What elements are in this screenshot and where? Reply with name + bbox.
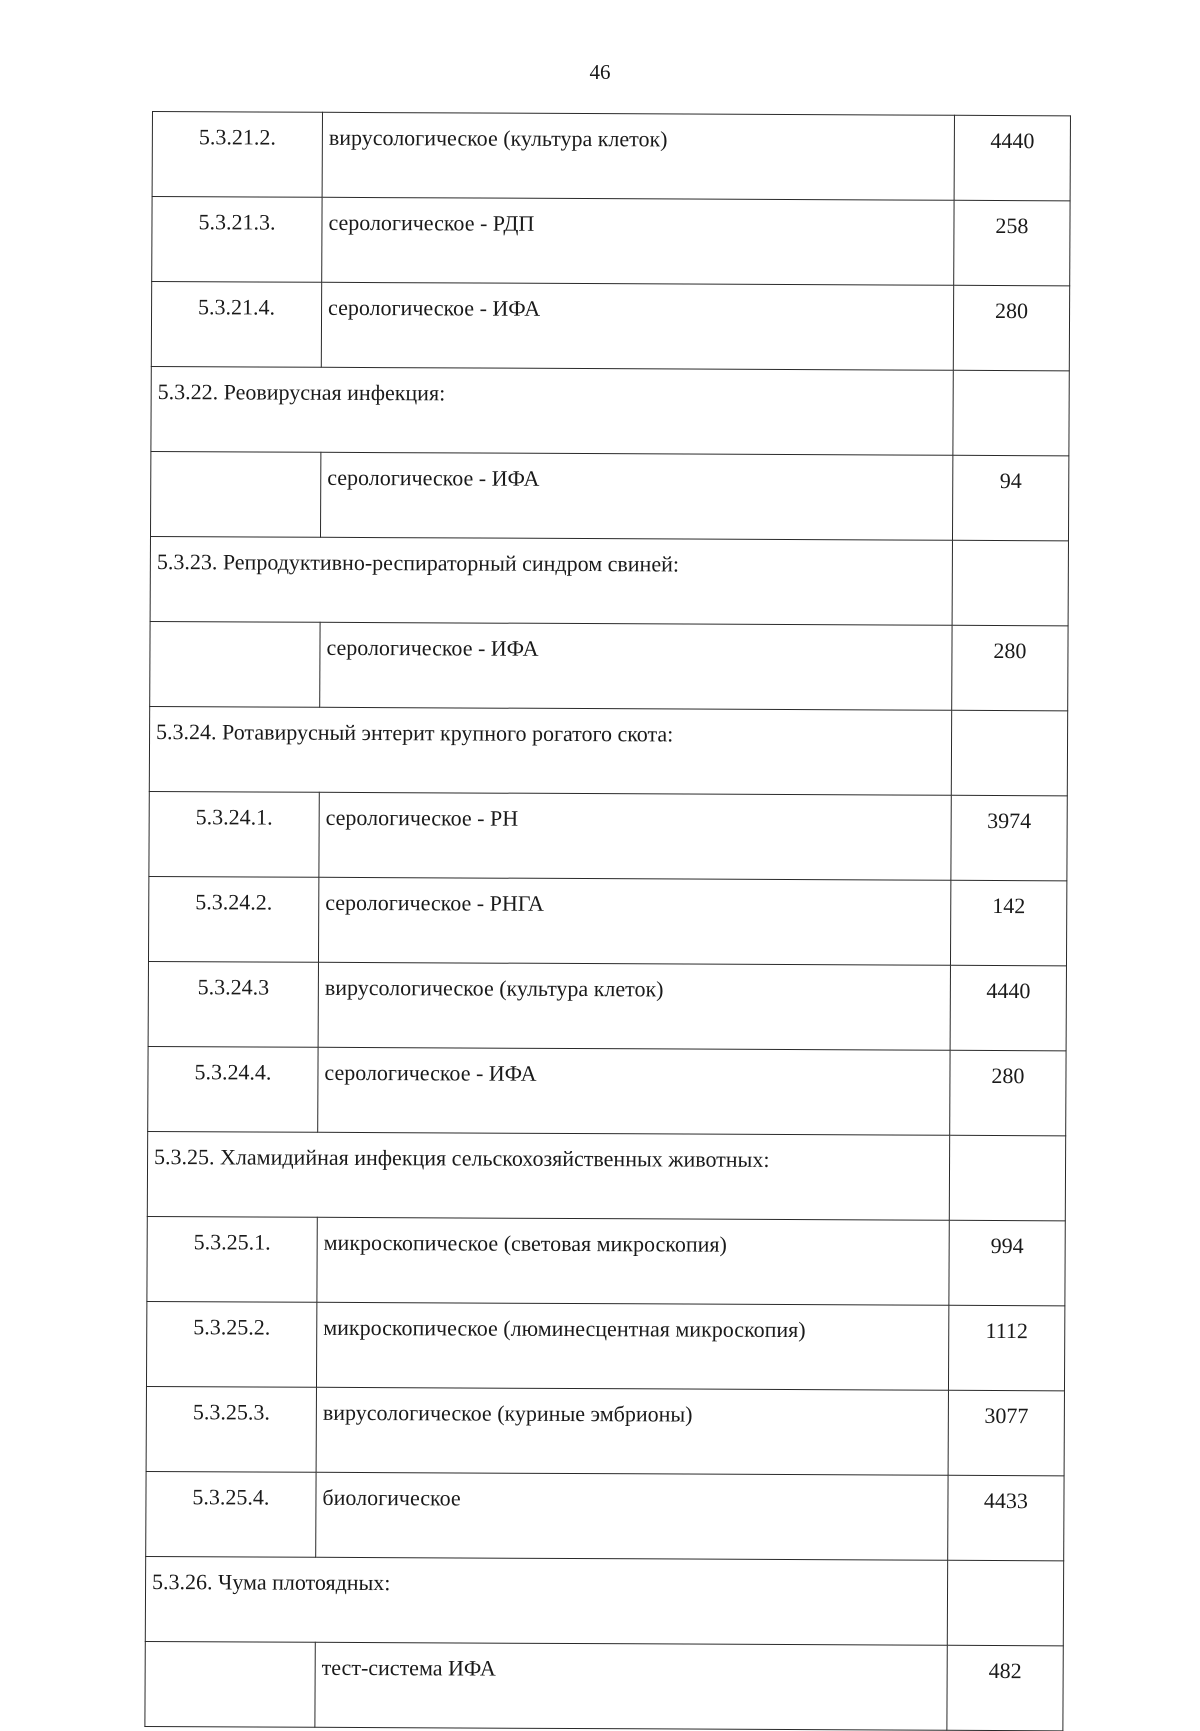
section-header-row [151,366,1069,455]
table-row [147,1216,1065,1305]
section-title: 5.3.26. Чума плотоядных: [145,1556,947,1645]
code-cell: 5.3.25.4. [146,1471,316,1557]
table-row [150,451,1068,540]
code-cell: 5.3.25.1. [147,1216,317,1302]
method-cell: серологическое - РН [319,792,951,880]
price-cell-empty [953,370,1069,456]
table-row [150,621,1068,710]
price-cell: 258 [954,200,1070,286]
method-cell: тест-система ИФА [315,1642,947,1730]
price-cell: 280 [953,285,1069,371]
table-row [148,961,1066,1050]
section-header-row [145,1556,1063,1645]
table-row [152,112,1070,201]
method-cell: микроскопическое (световая микроскопия) [317,1217,949,1305]
method-cell: серологическое - ИФА [321,282,953,370]
method-cell: вирусологическое (культура клеток) [318,962,950,1050]
price-cell: 142 [950,880,1066,966]
method-cell: серологическое - РДП [322,197,954,285]
price-cell: 4440 [950,965,1066,1051]
code-cell: 5.3.25.3. [146,1386,316,1472]
price-cell: 280 [952,625,1068,711]
table-row [146,1386,1064,1475]
code-cell: 5.3.21.3. [152,197,322,283]
price-cell-empty [947,1560,1063,1646]
table-row [146,1471,1064,1560]
method-cell: микроскопическое (люминесцентная микроскопия) [316,1302,948,1390]
section-title: 5.3.25. Хламидийная инфекция сельскохозяйственных животных: [147,1131,949,1220]
method-cell: серологическое - ИФА [320,622,952,710]
code-cell: 5.3.24.4. [148,1046,318,1132]
price-cell: 94 [952,455,1068,541]
table-row [145,1641,1063,1730]
method-cell: серологическое - ИФА [318,1047,950,1135]
price-cell: 3077 [948,1390,1064,1476]
price-cell: 1112 [948,1305,1064,1391]
code-cell [150,451,320,537]
price-cell: 482 [947,1645,1063,1731]
method-cell: вирусологическое (культура клеток) [322,112,954,200]
table-row [149,791,1067,880]
price-cell: 280 [950,1050,1066,1136]
code-cell: 5.3.25.2. [146,1301,316,1387]
code-cell: 5.3.21.2. [152,112,322,198]
price-cell-empty [952,540,1068,626]
price-cell-empty [951,710,1067,796]
table-body [145,112,1071,1731]
code-cell [150,621,320,707]
method-cell: биологическое [316,1472,948,1560]
price-table [144,111,1071,1731]
price-cell: 4440 [954,115,1070,201]
section-title: 5.3.23. Репродуктивно-респираторный синдром свиней: [150,536,952,625]
table-row [148,1046,1066,1135]
code-cell: 5.3.24.1. [149,791,319,877]
table-row [152,197,1070,286]
section-header-row [149,706,1067,795]
code-cell: 5.3.24.2. [148,876,318,962]
code-cell: 5.3.21.4. [151,282,321,368]
price-cell: 994 [949,1220,1065,1306]
method-cell: серологическое - ИФА [320,452,952,540]
section-header-row [147,1131,1065,1220]
price-cell: 4433 [948,1475,1064,1561]
price-cell-empty [949,1135,1065,1221]
section-title: 5.3.24. Ротавирусный энтерит крупного рогатого скота: [149,706,951,795]
price-cell: 3974 [951,795,1067,881]
page-number: 46 [589,60,611,84]
method-cell: серологическое - РНГА [318,877,950,965]
code-cell [145,1641,315,1727]
code-cell: 5.3.24.3 [148,961,318,1047]
table-row [151,282,1069,371]
section-title: 5.3.22. Реовирусная инфекция: [151,366,953,455]
table-row [148,876,1066,965]
table-row [146,1301,1064,1390]
section-header-row [150,536,1068,625]
method-cell: вирусологическое (куриные эмбрионы) [316,1387,948,1475]
